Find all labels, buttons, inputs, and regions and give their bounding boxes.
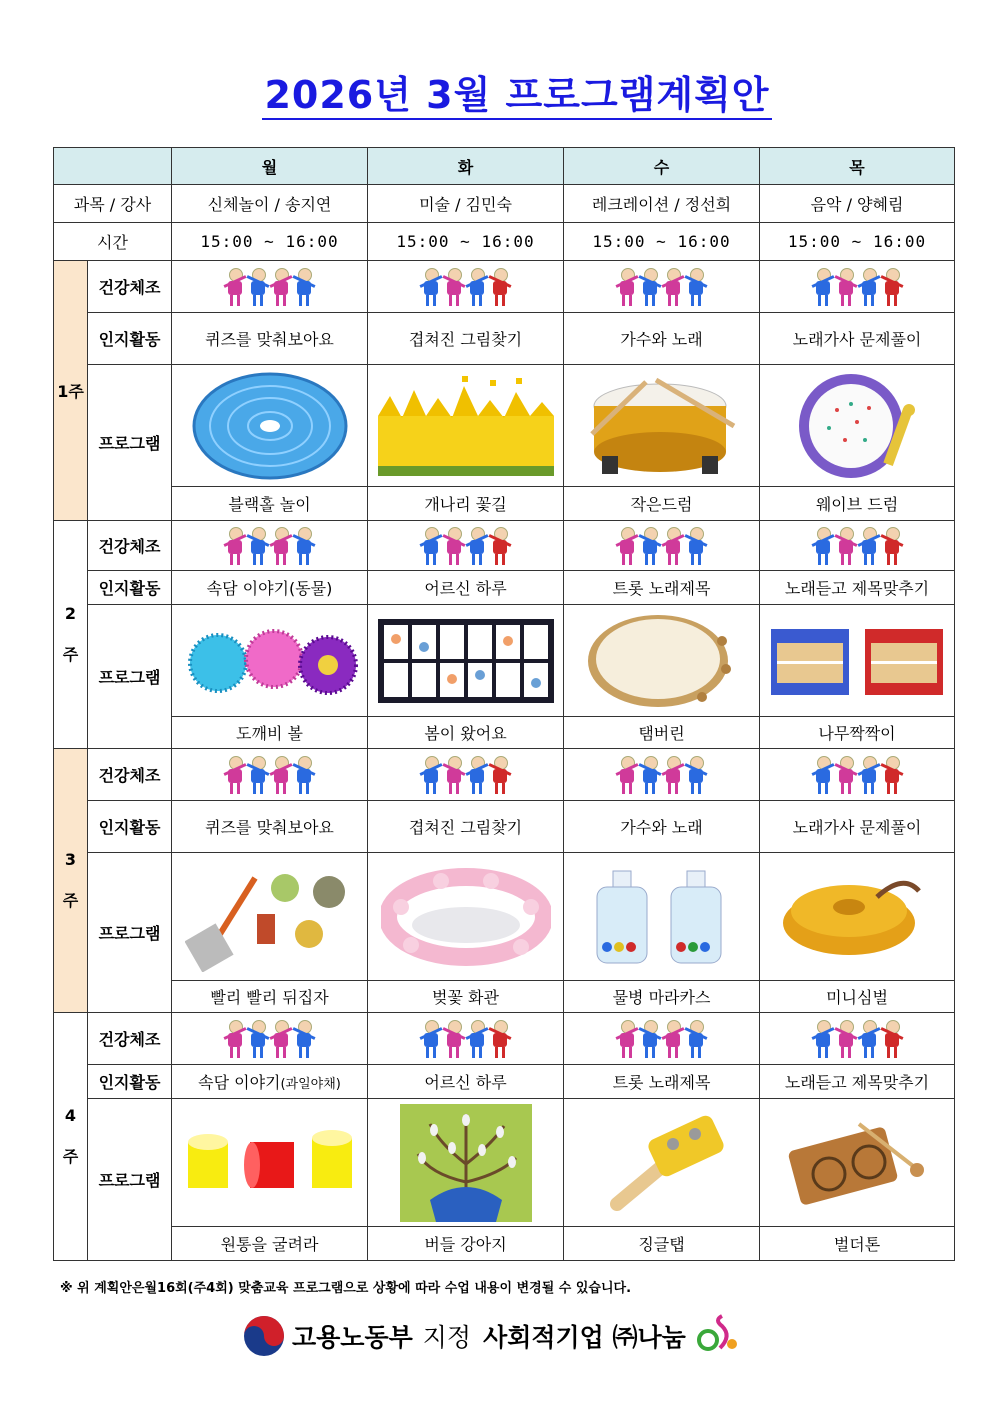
exercise-label: 건강체조 [88,749,172,801]
senior-figure-icon [617,268,637,306]
program-table [53,147,955,1261]
dancing-seniors-icon [760,527,954,565]
time-row [54,223,955,261]
forsythia-image [368,365,564,487]
program-name: 웨이브 드럼 [760,487,955,521]
cylinders-image [172,1099,368,1227]
day-tue: 화 [368,148,564,185]
exercise-figures [564,1013,760,1065]
week1-cognitive-row [54,313,955,365]
week4-cognitive-row [54,1065,955,1099]
week2-label: 2 주 [54,521,88,749]
pussy-willow-image [368,1099,564,1227]
senior-figure-icon [836,268,856,306]
senior-figure-icon [813,756,833,794]
dancing-seniors-icon [564,527,759,565]
senior-figure-icon [617,527,637,565]
exercise-figures [172,1013,368,1065]
dancing-seniors-icon [368,527,563,565]
dancing-seniors-icon [760,1020,954,1058]
week2-exercise-row [54,521,955,571]
ministry-name: 고용노동부 [292,1323,413,1352]
dancing-seniors-icon [564,756,759,794]
cognitive-activity: 노래듣고 제목맞추기 [760,571,955,605]
cognitive-activity: 가수와 노래 [564,313,760,365]
cognitive-activity: 가수와 노래 [564,801,760,853]
day-header-row [54,148,955,185]
senior-figure-icon [271,1020,291,1058]
senior-figure-icon [686,756,706,794]
week1-exercise-row [54,261,955,313]
cognitive-label: 인지활동 [88,571,172,605]
program-name: 나무짝짝이 [760,717,955,749]
week3-program-image-row [54,853,955,981]
week4-program-name-row [54,1227,955,1261]
dancing-seniors-icon [368,1020,563,1058]
exercise-figures [564,261,760,313]
senior-figure-icon [859,756,879,794]
clapper-pompom-image [760,605,955,717]
senior-figure-icon [663,268,683,306]
senior-figure-icon [248,268,268,306]
cognitive-activity: 노래가사 문제풀이 [760,801,955,853]
program-name: 버들 강아지 [368,1227,564,1261]
header-corner [54,148,172,185]
senior-figure-icon [640,1020,660,1058]
dancing-seniors-icon [760,756,954,794]
subject-label: 과목 / 강사 [54,185,172,223]
senior-figure-icon [444,268,464,306]
cognitive-activity: 노래가사 문제풀이 [760,313,955,365]
dancing-seniors-icon [760,268,954,306]
subject-mon: 신체놀이 / 송지연 [172,185,368,223]
senior-figure-icon [836,756,856,794]
subject-row [54,185,955,223]
week3-cognitive-row [54,801,955,853]
jingle-tap-image [564,1099,760,1227]
program-name: 징글탭 [564,1227,760,1261]
exercise-figures [564,521,760,571]
senior-figure-icon [813,527,833,565]
senior-figure-icon [294,1020,314,1058]
subject-thu: 음악 / 양혜림 [760,185,955,223]
footnote: ※ 위 계획안은월16회(주4회) 맞춤교육 프로그램으로 상황에 따라 수업 내용이 변경될 수 있습니다. [60,1281,632,1296]
senior-figure-icon [686,1020,706,1058]
day-wed: 수 [564,148,760,185]
spiky-balls-image [172,605,368,717]
senior-figure-icon [663,1020,683,1058]
exercise-figures [172,521,368,571]
senior-figure-icon [836,1020,856,1058]
senior-figure-icon [444,756,464,794]
senior-figure-icon [294,527,314,565]
cognitive-activity: 노래듣고 제목맞추기 [760,1065,955,1099]
senior-figure-icon [813,268,833,306]
week1-program-image-row [54,365,955,487]
program-name: 봄이 왔어요 [368,717,564,749]
senior-figure-icon [882,756,902,794]
wooden-instrument-image [760,1099,955,1227]
day-mon: 월 [172,148,368,185]
week2-program-name-row [54,717,955,749]
dancing-seniors-icon [172,1020,367,1058]
senior-figure-icon [836,527,856,565]
program-name: 원통을 굴려라 [172,1227,368,1261]
senior-figure-icon [248,1020,268,1058]
cognitive-activity: 어르신 하루 [368,1065,564,1099]
senior-figure-icon [490,1020,510,1058]
week1-program-name-row [54,487,955,521]
senior-figure-icon [617,1020,637,1058]
senior-figure-icon [421,1020,441,1058]
program-name: 도깨비 볼 [172,717,368,749]
senior-figure-icon [490,756,510,794]
exercise-figures [368,521,564,571]
senior-figure-icon [421,756,441,794]
cognitive-activity: 겹쳐진 그림찾기 [368,801,564,853]
spatula-cookies-image [172,853,368,981]
cognitive-activity: 속담 이야기(동물) [172,571,368,605]
program-label: 프로그램 [88,365,172,521]
program-label: 프로그램 [88,853,172,1013]
senior-figure-icon [294,268,314,306]
company-name: 사회적기업 ㈜나눔 [483,1323,686,1352]
cognitive-activity: 속담 이야기(과일야채) [172,1065,368,1099]
dancing-seniors-icon [368,268,563,306]
nanum-logo-icon [692,1314,742,1358]
senior-figure-icon [617,756,637,794]
exercise-figures [760,521,955,571]
cognitive-activity: 퀴즈를 맞춰보아요 [172,313,368,365]
week4-exercise-row [54,1013,955,1065]
time-thu: 15:00 ~ 16:00 [760,223,955,261]
subject-tue: 미술 / 김민숙 [368,185,564,223]
page-title: 2026년 3월 프로그램계획안 [262,72,772,120]
program-name: 블랙홀 놀이 [172,487,368,521]
senior-figure-icon [467,527,487,565]
taegeuk-logo-icon [242,1314,286,1358]
week2-cognitive-row [54,571,955,605]
senior-figure-icon [686,527,706,565]
senior-figure-icon [663,756,683,794]
exercise-figures [368,1013,564,1065]
senior-figure-icon [640,268,660,306]
program-name: 물병 마라카스 [564,981,760,1013]
senior-figure-icon [859,527,879,565]
exercise-figures [368,749,564,801]
senior-figure-icon [248,527,268,565]
day-thu: 목 [760,148,955,185]
senior-figure-icon [225,1020,245,1058]
subject-wed: 레크레이션 / 정선희 [564,185,760,223]
senior-figure-icon [248,756,268,794]
senior-figure-icon [271,527,291,565]
senior-figure-icon [294,756,314,794]
cognitive-label: 인지활동 [88,313,172,365]
spring-collage-image [368,605,564,717]
week4-program-image-row [54,1099,955,1227]
dancing-seniors-icon [172,527,367,565]
senior-figure-icon [640,527,660,565]
cherry-blossom-wreath-image [368,853,564,981]
exercise-label: 건강체조 [88,521,172,571]
senior-figure-icon [271,756,291,794]
week4-label: 4 주 [54,1013,88,1261]
cognitive-label: 인지활동 [88,1065,172,1099]
tambourine-image [564,605,760,717]
senior-figure-icon [686,268,706,306]
time-tue: 15:00 ~ 16:00 [368,223,564,261]
cognitive-activity: 트롯 노래제목 [564,1065,760,1099]
designated-label: 지정 [422,1323,472,1352]
program-name: 빨리 빨리 뒤집자 [172,981,368,1013]
senior-figure-icon [225,268,245,306]
time-label: 시간 [54,223,172,261]
senior-figure-icon [663,527,683,565]
senior-figure-icon [882,268,902,306]
exercise-label: 건강체조 [88,261,172,313]
senior-figure-icon [467,1020,487,1058]
senior-figure-icon [444,1020,464,1058]
senior-figure-icon [467,756,487,794]
small-drum-image [564,365,760,487]
program-name: 개나리 꽃길 [368,487,564,521]
week3-exercise-row [54,749,955,801]
senior-figure-icon [444,527,464,565]
program-label: 프로그램 [88,605,172,749]
senior-figure-icon [813,1020,833,1058]
senior-figure-icon [859,268,879,306]
senior-figure-icon [421,527,441,565]
dancing-seniors-icon [564,1020,759,1058]
exercise-figures [760,1013,955,1065]
dancing-seniors-icon [172,268,367,306]
senior-figure-icon [271,268,291,306]
dancing-seniors-icon [172,756,367,794]
senior-figure-icon [490,268,510,306]
exercise-figures [760,261,955,313]
senior-figure-icon [225,756,245,794]
week2-program-image-row [54,605,955,717]
senior-figure-icon [640,756,660,794]
program-name: 미니심벌 [760,981,955,1013]
senior-figure-icon [859,1020,879,1058]
senior-figure-icon [490,527,510,565]
program-name: 작은드럼 [564,487,760,521]
program-name: 탬버린 [564,717,760,749]
cognitive-label: 인지활동 [88,801,172,853]
blackhole-net-image [172,365,368,487]
program-label: 프로그램 [88,1099,172,1261]
exercise-figures [172,749,368,801]
exercise-figures [172,261,368,313]
exercise-figures [564,749,760,801]
cognitive-activity: 어르신 하루 [368,571,564,605]
exercise-figures [368,261,564,313]
dancing-seniors-icon [564,268,759,306]
wave-drum-image [760,365,955,487]
dancing-seniors-icon [368,756,563,794]
week3-program-name-row [54,981,955,1013]
time-wed: 15:00 ~ 16:00 [564,223,760,261]
week1-label: 1주 [54,261,88,521]
program-name: 벌더톤 [760,1227,955,1261]
cognitive-activity: 퀴즈를 맞춰보아요 [172,801,368,853]
program-name: 벚꽃 화관 [368,981,564,1013]
senior-figure-icon [467,268,487,306]
cognitive-activity: 겹쳐진 그림찾기 [368,313,564,365]
cognitive-activity: 트롯 노래제목 [564,571,760,605]
footer [242,1313,742,1359]
time-mon: 15:00 ~ 16:00 [172,223,368,261]
senior-figure-icon [882,1020,902,1058]
senior-figure-icon [882,527,902,565]
week3-label: 3 주 [54,749,88,1013]
exercise-label: 건강체조 [88,1013,172,1065]
senior-figure-icon [225,527,245,565]
mini-cymbal-image [760,853,955,981]
bottle-maracas-image [564,853,760,981]
exercise-figures [760,749,955,801]
senior-figure-icon [421,268,441,306]
